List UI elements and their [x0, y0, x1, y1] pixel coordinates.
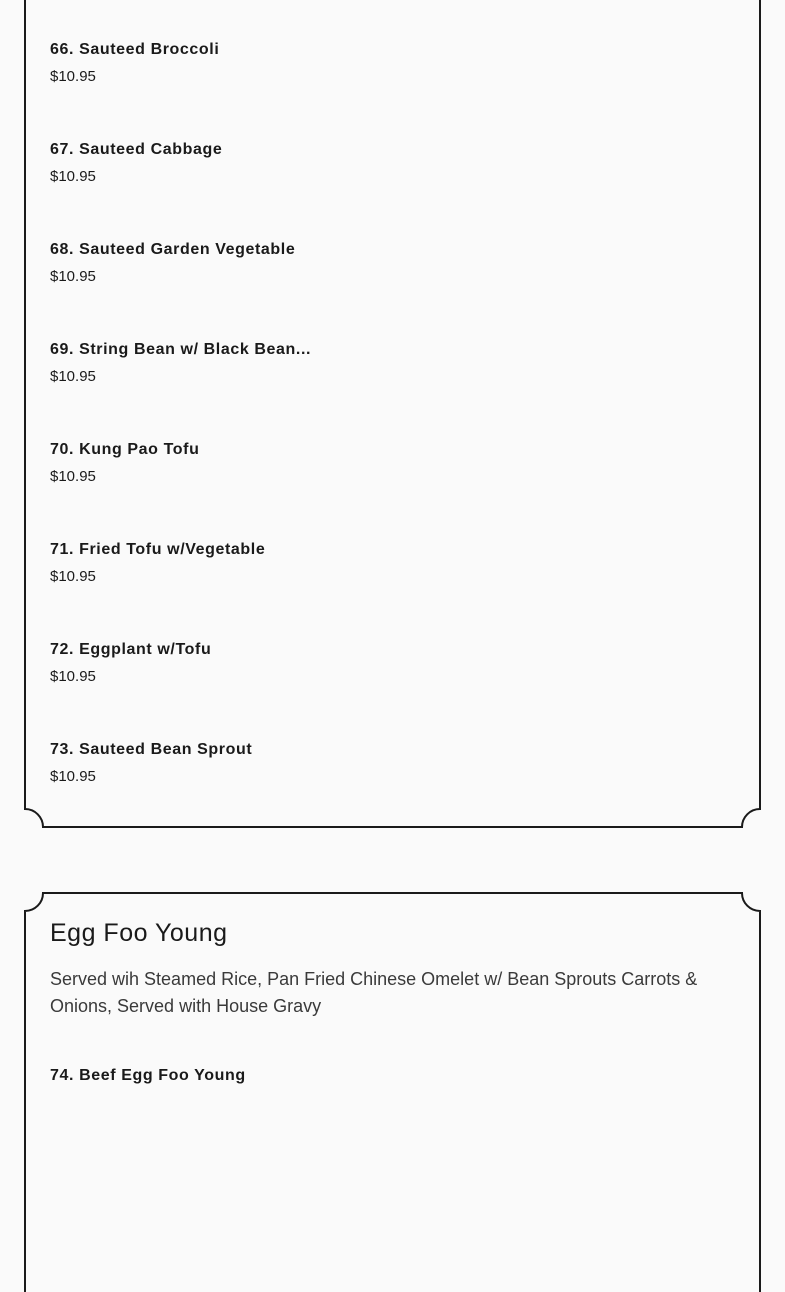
- section-title: Egg Foo Young: [50, 919, 228, 947]
- menu-item-name: 68. Sauteed Garden Vegetable: [50, 241, 296, 258]
- menu-item-price: $10.95: [50, 668, 96, 685]
- menu-item-name: 72. Eggplant w/Tofu: [50, 641, 212, 658]
- menu-item-price: $10.95: [50, 68, 96, 85]
- menu-item-name: 71. Fried Tofu w/Vegetable: [50, 541, 266, 558]
- section-description: Served wih Steamed Rice, Pan Fried Chinese Omelet w/ Bean Sprouts Carrots & Onions, Served with House Gravy: [50, 969, 698, 1016]
- menu-item-price: $10.95: [50, 468, 96, 485]
- menu-item-name[interactable]: 74. Beef Egg Foo Young: [50, 1067, 246, 1084]
- menu-item-price: $10.95: [50, 768, 96, 785]
- menu-item[interactable]: [50, 600, 735, 700]
- menu-item-list: [50, 0, 735, 800]
- menu-item-price: $10.95: [50, 368, 96, 385]
- menu-item[interactable]: [50, 100, 735, 200]
- menu-item-name: 67. Sauteed Cabbage: [50, 141, 223, 158]
- menu-item[interactable]: [50, 400, 735, 500]
- menu-item-name: 73. Sauteed Bean Sprout: [50, 741, 253, 758]
- menu-item[interactable]: [50, 300, 735, 400]
- menu-item-price: $10.95: [50, 268, 96, 285]
- menu-item-name: 69. String Bean w/ Black Bean...: [50, 341, 312, 358]
- vegetable-section-card: [24, 0, 761, 828]
- menu-item-name: 70. Kung Pao Tofu: [50, 441, 200, 458]
- menu-item-price: $10.95: [50, 568, 96, 585]
- menu-item[interactable]: [50, 700, 735, 800]
- egg-foo-young-section-card: [24, 892, 761, 1292]
- menu-item[interactable]: [50, 500, 735, 600]
- menu-item[interactable]: [50, 0, 735, 100]
- menu-item-price: $10.95: [50, 168, 96, 185]
- card-border: [24, 892, 761, 1292]
- menu-item-name: 66. Sauteed Broccoli: [50, 41, 220, 58]
- menu-item[interactable]: [50, 200, 735, 300]
